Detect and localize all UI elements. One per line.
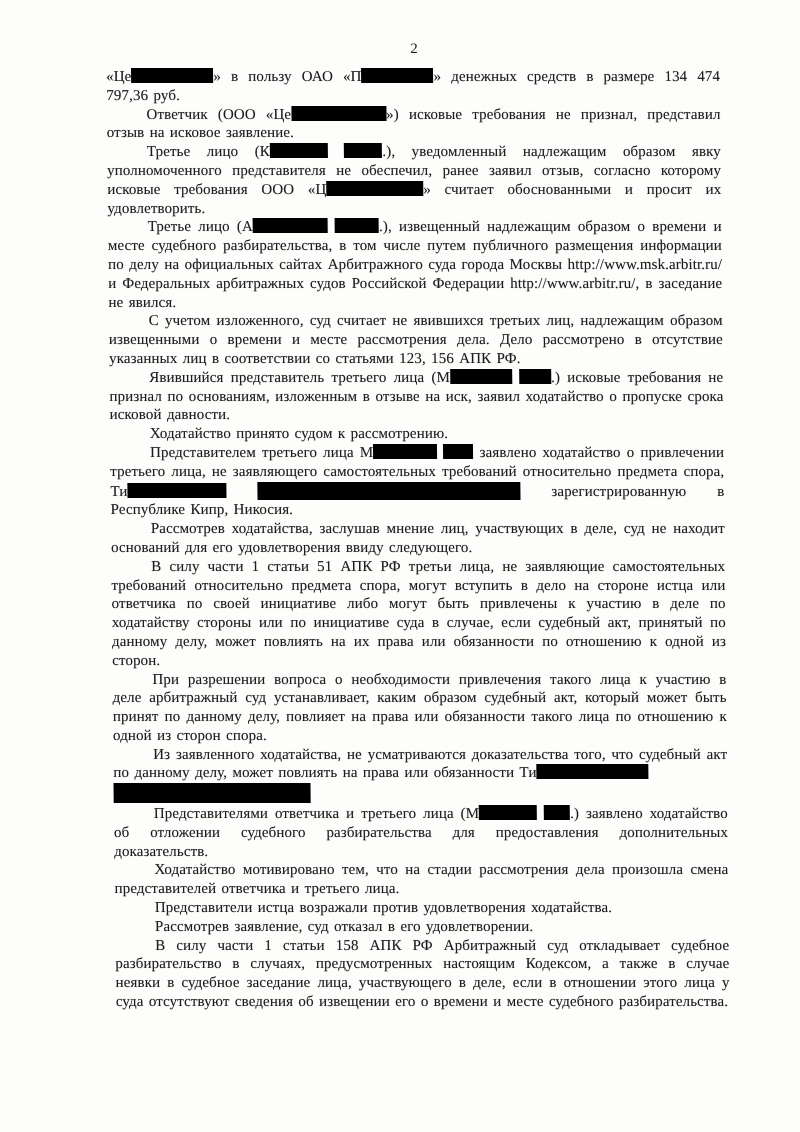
paragraph bbox=[113, 783, 727, 805]
paragraph: Представителем третьего лица М заявлено ходатайство о привлечении третьего лица, не заявляющего самостоятельных требований относительно предмета спора, Ти зарегистрированную в Республике Кипр, Никосия. bbox=[110, 444, 725, 519]
redaction-bar bbox=[519, 369, 551, 384]
redaction-bar bbox=[257, 482, 520, 500]
paragraph: В силу части 1 статьи 158 АПК РФ Арбитражный суд откладывает судебное разбирательство в случаях, предусмотренных настоящим Кодексом, а также в случае неявки в судебное заседание лица, участвующего в деле, если в отношении этого лица у суда отсутствуют сведения об извещении его о времени и месте судебного разбирательства. bbox=[115, 937, 730, 1011]
redaction-bar bbox=[373, 444, 437, 459]
redaction-bar bbox=[131, 68, 213, 83]
redaction-bar bbox=[479, 805, 537, 820]
redaction-bar bbox=[544, 805, 570, 820]
redaction-bar bbox=[335, 218, 379, 233]
redaction-bar bbox=[443, 444, 473, 459]
redaction-bar bbox=[291, 106, 386, 121]
paragraph: Явившийся представитель третьего лица (М .) исковые требования не признал по основаниям, изложенным в отзыве на иск, заявил ходатайство о пропуске срока исковой давности. bbox=[109, 369, 724, 424]
redaction-bar bbox=[344, 143, 382, 158]
redaction-bar bbox=[326, 181, 423, 196]
paragraph: Представителями ответчика и третьего лица (М .) заявлено ходатайство об отложении судебного разбирательства для предоставления дополнительных доказательств. bbox=[113, 806, 729, 860]
paragraph: В силу части 1 статьи 51 АПК РФ третьи лица, не заявляющие самостоятельных требований относительно предмета спора, могут вступить в дело на стороне истца или ответчика по своей инициативе либо могут быть привлечены к участию в деле по ходатайству стороны или по инициативе суда в случае, если судебный акт, принятый по данному делу, может повлиять на их права или обязанности по отношению к одной из сторон. bbox=[111, 558, 727, 669]
redaction-bar bbox=[113, 783, 310, 803]
paragraph: Ходатайство принято судом к рассмотрению. bbox=[149, 426, 449, 443]
redaction-bar bbox=[361, 68, 433, 83]
paragraph: При разрешении вопроса о необходимости привлечения такого лица к участию в деле арбитражный суд устанавливает, каким образом судебный акт, который может быть принят по данному делу, повлияет на права или обязанности такого лица по отношению к одной из сторон спора. bbox=[112, 671, 727, 744]
page-number: 2 bbox=[410, 41, 418, 57]
redaction-bar bbox=[253, 218, 328, 233]
paragraph: Третье лицо (К .), уведомленный надлежащим образом явку уполномоченного представителя не обеспечил, ранее заявил отзыв, согласно которому исковые требования ООО «Ц » считает обоснованными и просит их удовлетворить. bbox=[106, 144, 722, 217]
paragraph: Рассмотрев заявление, суд отказал в его удовлетворении. bbox=[154, 918, 534, 935]
paragraph: «Це » в пользу ОАО «П » денежных средств в размере 134 474 797,36 руб. bbox=[106, 69, 721, 104]
redaction-bar bbox=[270, 143, 328, 158]
redaction-bar bbox=[450, 369, 512, 384]
paragraph: С учетом изложенного, суд считает не явившихся третьих лиц, надлежащим образом извещенными о времени и месте рассмотрения дела. Дело рассмотрено в отсутствие указанных лиц в соответствии со статьями 123, 156 АПК РФ. bbox=[108, 313, 723, 367]
paragraph: Третье лицо (А .), извещенный надлежащим образом о времени и месте судебного разбирательства, в том числе путем публичного размещения информации по делу на официальных сайтах Арбитражного суда города Москвы http://www.msk.arbitr.ru/ и Федеральных арбитражных судов Российской Федерации http://www.arbitr.ru/, в заседание не явился. bbox=[107, 219, 723, 311]
paragraph: Ответчик (ООО «Це ») исковые требования не признал, представил отзыв на исковое заявление. bbox=[106, 106, 721, 142]
paragraph: Из заявленного ходатайства, не усматриваются доказательства того, что судебный акт по данному делу, может повлиять на права или обязанности Ти bbox=[113, 746, 728, 782]
document-body bbox=[106, 68, 730, 1012]
paragraph: Рассмотрев ходатайства, заслушав мнение лиц, участвующих в деле, суд не находит оснований для его удовлетворения ввиду следующего. bbox=[110, 521, 725, 556]
paragraph: Ходатайство мотивировано тем, что на стадии рассмотрения дела произошла смена представителей ответчика и третьего лица. bbox=[114, 862, 729, 898]
redaction-bar bbox=[127, 483, 226, 498]
redaction-bar bbox=[536, 764, 648, 779]
paragraph: Представители истца возражали против удовлетворения ходатайства. bbox=[154, 900, 613, 917]
